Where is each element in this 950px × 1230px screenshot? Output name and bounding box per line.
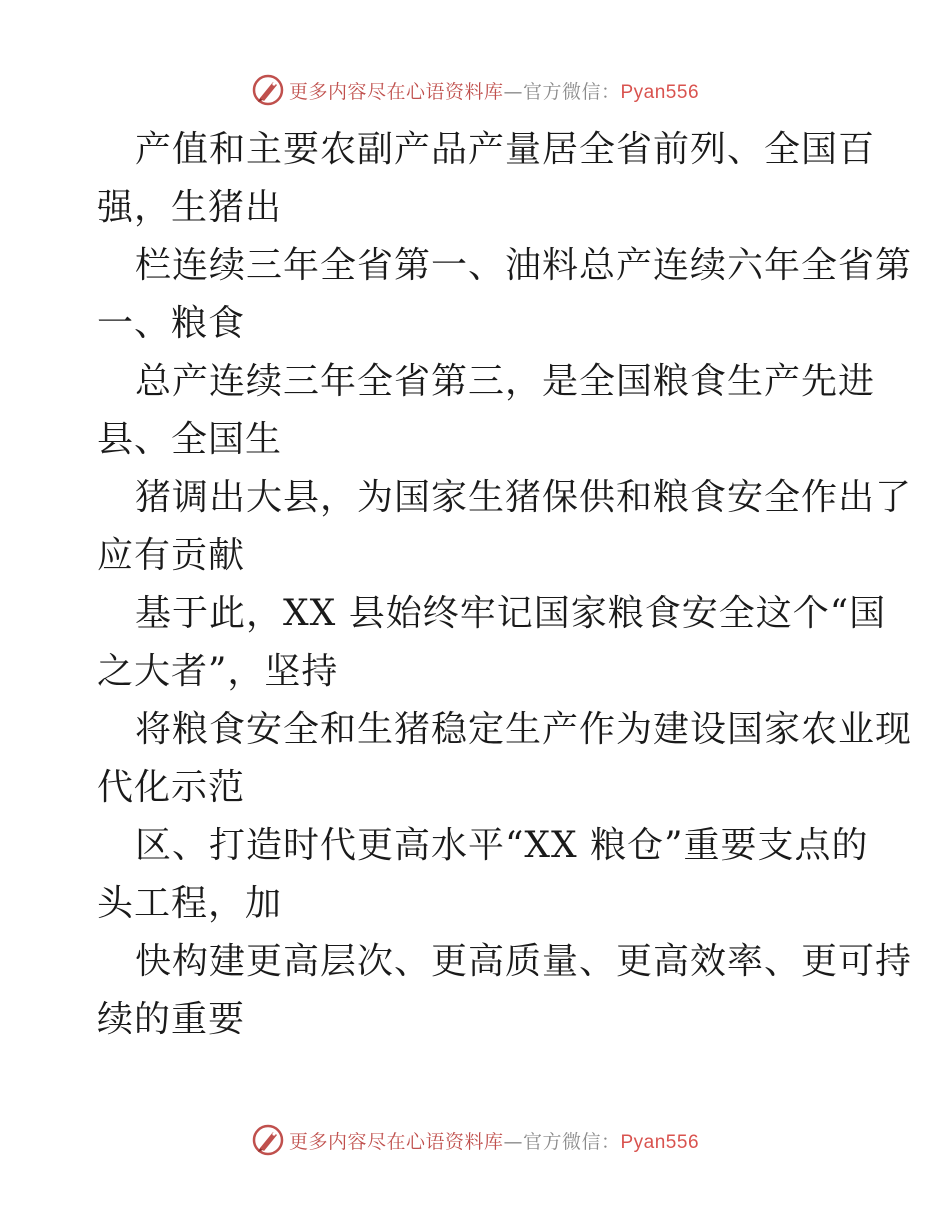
banner-text bbox=[289, 77, 699, 104]
banner-text bbox=[289, 1127, 699, 1154]
body-line: 续的重要 bbox=[97, 999, 246, 1040]
body-line: 县、全国生 bbox=[97, 419, 283, 460]
body-line: 一、粮食 bbox=[97, 303, 246, 344]
banner-brand: 更多内容尽在心语资料库 bbox=[288, 1130, 504, 1153]
body-line: 代化示范 bbox=[97, 767, 246, 808]
document-body bbox=[97, 121, 913, 1049]
pen-logo-icon bbox=[251, 1123, 285, 1157]
body-line: 基于此，XX 县始终牢记国家粮食安全这个“国 bbox=[135, 593, 887, 634]
pen-logo-icon bbox=[251, 73, 285, 107]
body-line: 头工程，加 bbox=[97, 883, 283, 924]
body-line: 之大者”，坚持 bbox=[97, 651, 339, 692]
body-line: 快构建更高层次、更高质量、更高效率、更可持 bbox=[135, 941, 913, 982]
banner-account: Pyan556 bbox=[620, 81, 700, 103]
body-line: 总产连续三年全省第三，是全国粮食生产先进 bbox=[135, 361, 876, 402]
body-line: 栏连续三年全省第一、油料总产连续六年全省第 bbox=[135, 245, 913, 286]
body-line: 区、打造时代更高水平“XX 粮仓”重要支点的 bbox=[135, 825, 869, 866]
body-line: 将粮食安全和生猪稳定生产作为建设国家农业现 bbox=[135, 709, 913, 750]
banner-brand: 更多内容尽在心语资料库 bbox=[288, 80, 504, 103]
banner-label: 官方微信： bbox=[522, 80, 621, 103]
banner-account: Pyan556 bbox=[620, 1131, 700, 1153]
banner-separator: — bbox=[503, 1130, 523, 1153]
header-banner bbox=[0, 70, 950, 110]
body-line: 应有贡献 bbox=[97, 535, 246, 576]
banner-separator: — bbox=[503, 80, 523, 103]
footer-banner bbox=[0, 1120, 950, 1160]
body-line: 猪调出大县，为国家生猪保供和粮食安全作出了 bbox=[135, 477, 913, 518]
banner-label: 官方微信： bbox=[522, 1130, 621, 1153]
body-line: 产值和主要农副产品产量居全省前列、全国百 bbox=[135, 129, 876, 170]
body-line: 强，生猪出 bbox=[97, 187, 283, 228]
